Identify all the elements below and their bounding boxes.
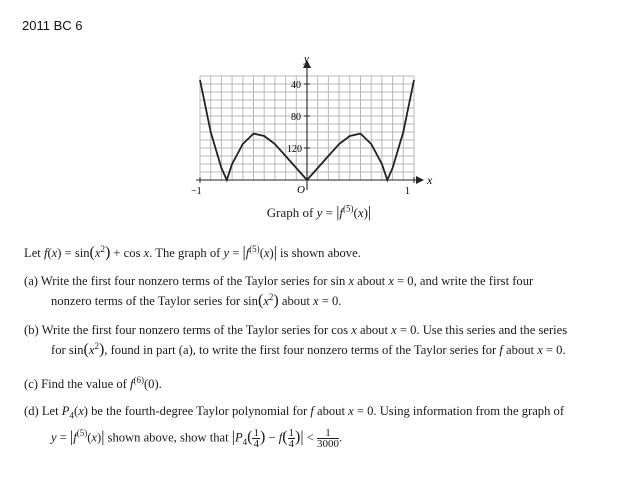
y-axis-label: y bbox=[304, 53, 309, 65]
part-d-line2: $y = |f^{(5)}(x)|$ shown above, show that $|P_4$( $\frac{1}{4}$ ) − f( $\frac{1}{4}$ )| < $\frac{1}{3000}$ . bbox=[51, 427, 343, 450]
part-a-line2: nonzero terms of the Taylor series for $\sin(x^2)$ about x = 0. bbox=[51, 291, 342, 309]
x-axis-label: x bbox=[427, 173, 433, 187]
x-tick-label-1: 1 bbox=[405, 186, 410, 197]
x-axis-arrow bbox=[416, 176, 424, 184]
y-tick-label-80: 80 bbox=[291, 112, 301, 123]
part-b-line2: for $\sin(x^2)$, found in part (a), to write the first four nonzero terms of the Taylor series for f about x = 0. bbox=[51, 340, 566, 358]
graph-caption bbox=[0, 204, 638, 222]
problem-label: 2011 BC 6 bbox=[22, 18, 83, 33]
graph bbox=[0, 0, 638, 230]
intro-text: Let $f(x) = \sin(x^2) + \cos x$. The graph of $y = |f^{(5)}(x)|$ is shown above. bbox=[24, 243, 361, 261]
y-tick-label-120: 120 bbox=[287, 144, 302, 155]
part-b-line1: (b) Write the first four nonzero terms of the Taylor series for cos x about x = 0. Use this series and the series bbox=[24, 323, 568, 337]
origin-label: O bbox=[297, 184, 305, 196]
y-tick-label-40: 40 bbox=[291, 80, 301, 91]
part-c: (c) Find the value of $f^{(6)}(0)$. bbox=[24, 374, 162, 391]
caption-expression: $y = |f^{(5)}(x)|$ bbox=[316, 203, 372, 221]
part-d-line1: (d) Let $P_4(x)$ be the fourth-degree Taylor polynomial for f about x = 0. Using information from the graph of bbox=[24, 404, 565, 421]
caption-prefix: Graph of bbox=[266, 205, 314, 220]
x-tick-label-neg1: −1 bbox=[191, 186, 202, 197]
part-a-line1: (a) Write the first four nonzero terms of the Taylor series for sin x about x = 0, and write the first four bbox=[24, 274, 534, 288]
